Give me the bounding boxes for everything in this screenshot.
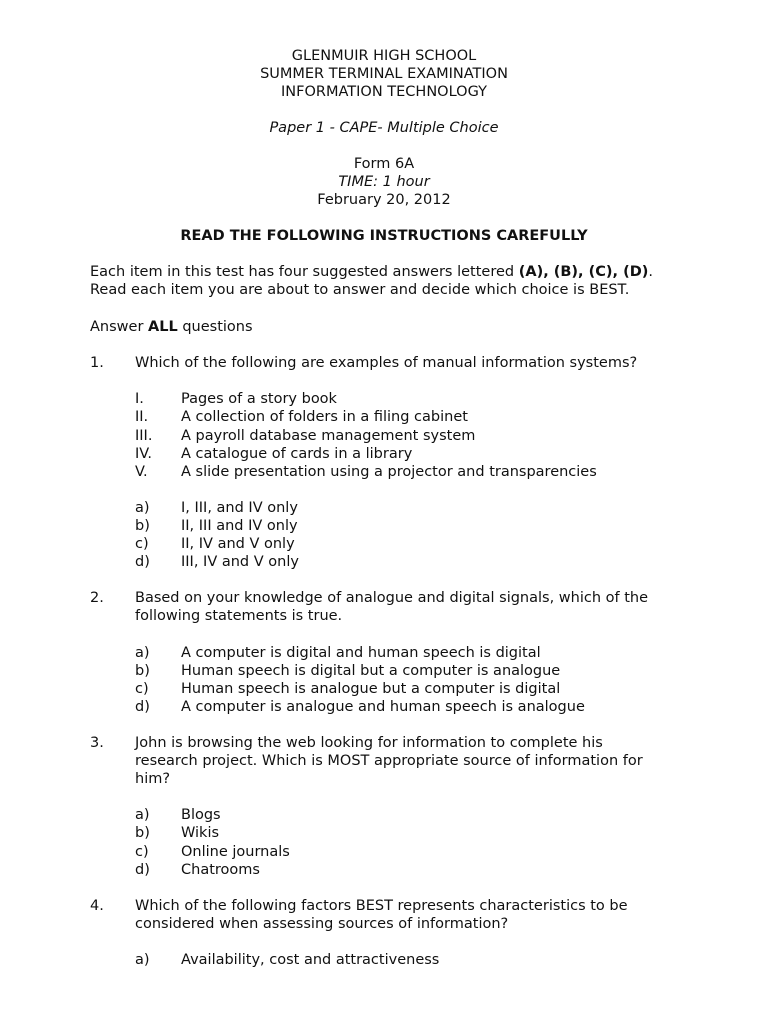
option-text: II, IV and V only bbox=[181, 536, 295, 552]
option-label: b) bbox=[135, 825, 150, 841]
option-text: I, III, and IV only bbox=[181, 500, 298, 516]
option-text: Availability, cost and attractiveness bbox=[181, 952, 440, 968]
instructions-line-1 bbox=[90, 263, 690, 281]
exam-title: SUMMER TERMINAL EXAMINATION bbox=[260, 66, 508, 82]
answer-all-post: questions bbox=[177, 319, 253, 335]
roman-item: A collection of folders in a filing cabinet bbox=[181, 409, 468, 425]
roman-label: III. bbox=[135, 428, 153, 444]
option-label: c) bbox=[135, 536, 149, 552]
question-text-line-2: following statements is true. bbox=[135, 608, 343, 624]
option-text: II, III and IV only bbox=[181, 518, 298, 534]
answer-letters: (A), (B), (C), (D) bbox=[518, 264, 649, 280]
question-number: 3. bbox=[90, 735, 104, 751]
option-label: c) bbox=[135, 844, 149, 860]
question-number: 1. bbox=[90, 355, 104, 371]
answer-all-bold: ALL bbox=[148, 319, 178, 335]
option-text: Wikis bbox=[181, 825, 220, 841]
question-text-line-1: Based on your knowledge of analogue and digital signals, which of the bbox=[135, 590, 649, 606]
instructions-line-1-end: . bbox=[648, 264, 653, 280]
question-text-line-2: research project. Which is MOST appropriate source of information for bbox=[135, 753, 643, 769]
school-name: GLENMUIR HIGH SCHOOL bbox=[291, 48, 477, 64]
option-label: a) bbox=[135, 952, 150, 968]
option-text: Chatrooms bbox=[181, 862, 260, 878]
roman-item: A payroll database management system bbox=[181, 428, 476, 444]
option-text: Human speech is digital but a computer is analogue bbox=[181, 663, 561, 679]
option-label: d) bbox=[135, 554, 150, 570]
answer-all-line bbox=[90, 318, 690, 336]
roman-label: IV. bbox=[135, 446, 152, 462]
option-text: Human speech is analogue but a computer is digital bbox=[181, 681, 561, 697]
option-text: A computer is digital and human speech is digital bbox=[181, 645, 541, 661]
form-label: Form 6A bbox=[353, 156, 415, 172]
option-label: d) bbox=[135, 699, 150, 715]
paper-title: Paper 1 - CAPE- Multiple Choice bbox=[269, 120, 499, 136]
answer-all-pre: Answer bbox=[90, 319, 149, 335]
question-text-line-3: him? bbox=[135, 771, 171, 787]
option-text: A computer is analogue and human speech is analogue bbox=[181, 699, 585, 715]
roman-label: V. bbox=[135, 464, 148, 480]
roman-label: I. bbox=[135, 391, 144, 407]
question-number: 4. bbox=[90, 898, 104, 914]
subject-title: INFORMATION TECHNOLOGY bbox=[281, 84, 487, 100]
roman-item: A slide presentation using a projector and transparencies bbox=[181, 464, 597, 480]
exam-date: February 20, 2012 bbox=[317, 192, 451, 208]
question-number: 2. bbox=[90, 590, 104, 606]
option-text: III, IV and V only bbox=[181, 554, 299, 570]
question-text: Which of the following are examples of manual information systems? bbox=[135, 355, 638, 371]
question-text-line-1: John is browsing the web looking for information to complete his bbox=[135, 735, 603, 751]
time-label: TIME: 1 hour bbox=[338, 174, 430, 190]
option-label: a) bbox=[135, 645, 150, 661]
option-label: d) bbox=[135, 862, 150, 878]
instructions-line-1-text: Each item in this test has four suggested answers lettered bbox=[90, 264, 519, 280]
instructions-heading: READ THE FOLLOWING INSTRUCTIONS CAREFULLY bbox=[180, 228, 588, 244]
option-label: a) bbox=[135, 500, 150, 516]
roman-item: A catalogue of cards in a library bbox=[181, 446, 413, 462]
option-text: Online journals bbox=[181, 844, 290, 860]
option-text: Blogs bbox=[181, 807, 221, 823]
option-label: b) bbox=[135, 518, 150, 534]
instructions-line-2: Read each item you are about to answer and decide which choice is BEST. bbox=[90, 282, 630, 298]
roman-label: II. bbox=[135, 409, 149, 425]
option-label: a) bbox=[135, 807, 150, 823]
question-text-line-1: Which of the following factors BEST represents characteristics to be bbox=[135, 898, 628, 914]
question-text-line-2: considered when assessing sources of information? bbox=[135, 916, 509, 932]
option-label: c) bbox=[135, 681, 149, 697]
roman-item: Pages of a story book bbox=[181, 391, 337, 407]
option-label: b) bbox=[135, 663, 150, 679]
